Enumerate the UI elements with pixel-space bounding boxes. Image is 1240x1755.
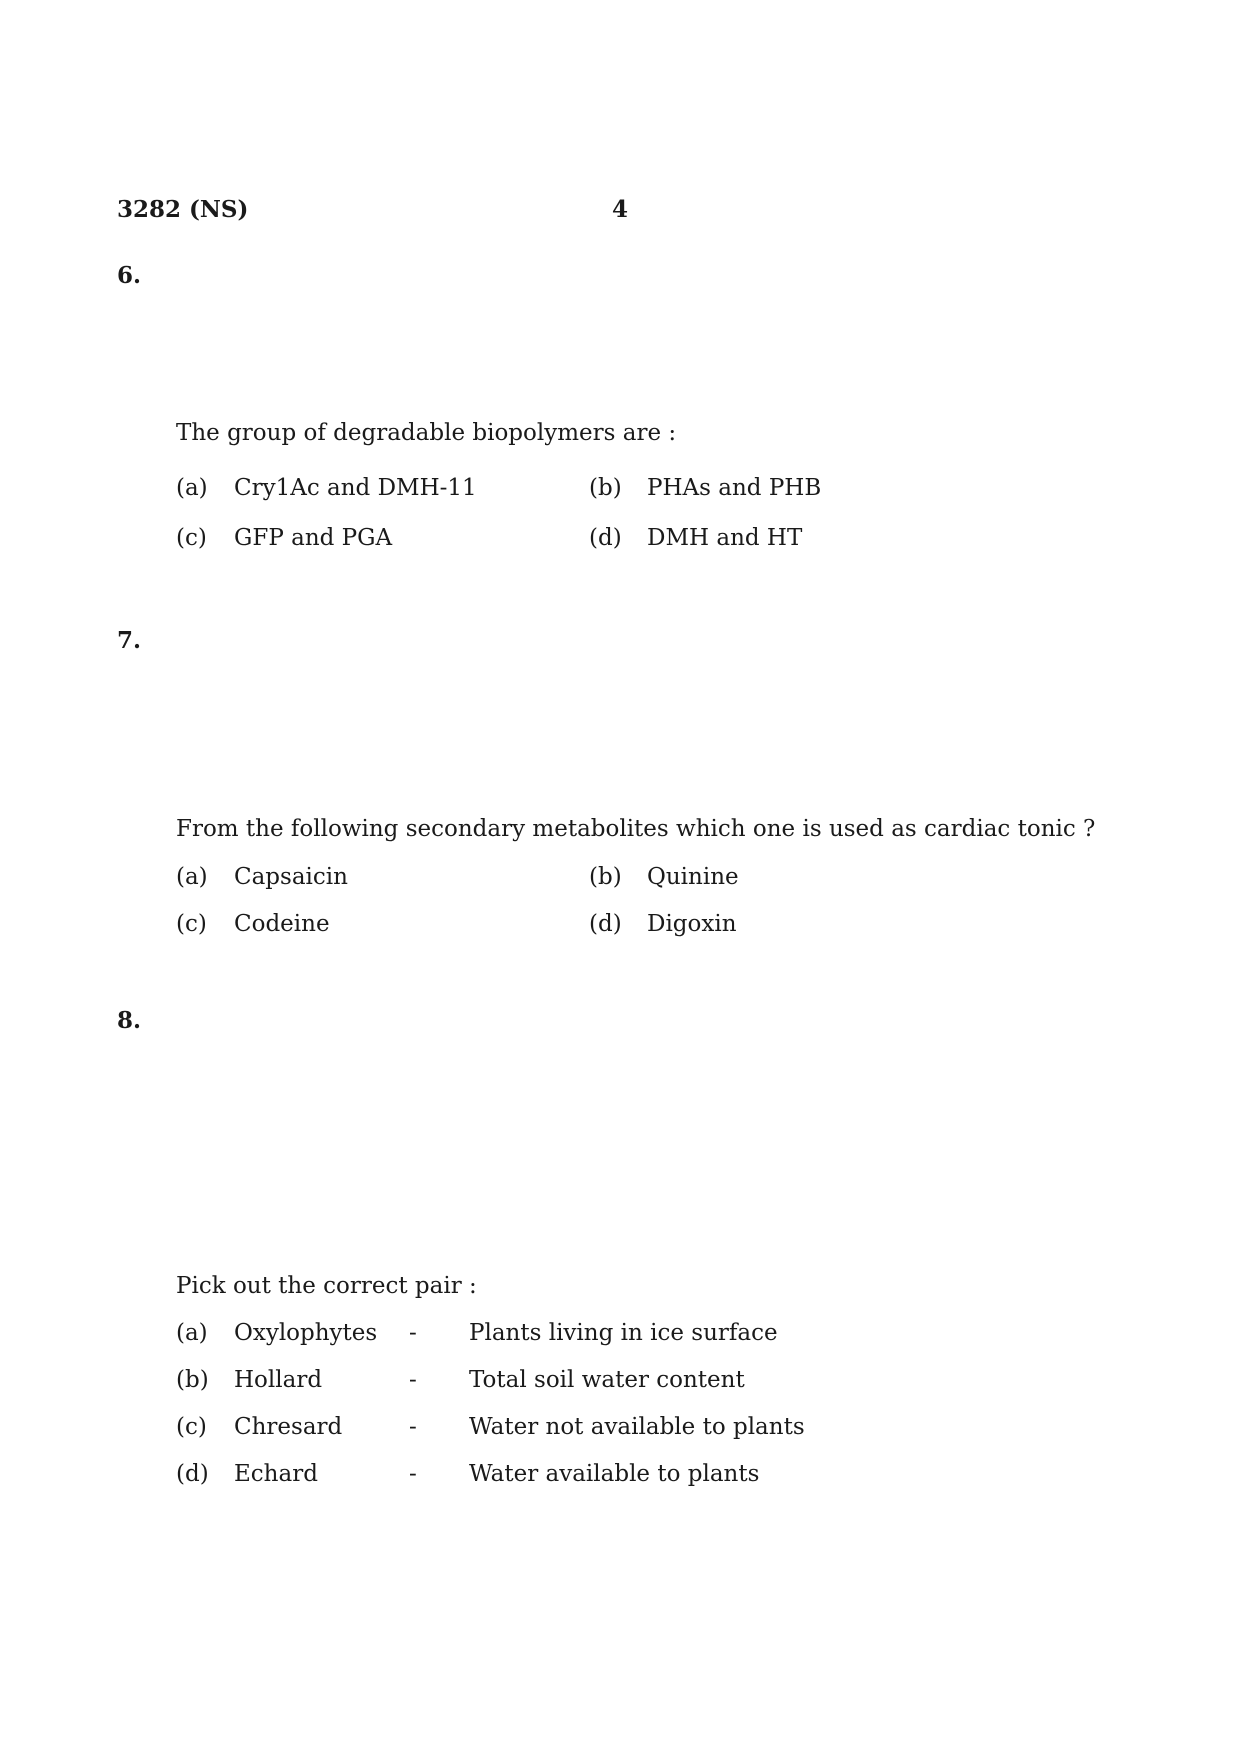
pair-label: (c) bbox=[176, 1414, 207, 1440]
option-label: (c) bbox=[176, 525, 207, 551]
question-number: 7. bbox=[117, 627, 142, 654]
option-label: (b) bbox=[589, 864, 622, 890]
pair-separator: - bbox=[409, 1414, 417, 1440]
option-text: PHAs and PHB bbox=[647, 475, 822, 501]
option-label: (c) bbox=[176, 911, 207, 937]
question-stem-english: The group of degradable biopolymers are : bbox=[176, 420, 677, 446]
option-text: Capsaicin bbox=[234, 864, 348, 890]
pair-separator: - bbox=[409, 1320, 417, 1346]
pair-label: (a) bbox=[176, 1320, 208, 1346]
pair-term: Chresard bbox=[234, 1414, 343, 1440]
pair-term: Echard bbox=[234, 1461, 318, 1487]
pair-separator: - bbox=[409, 1367, 417, 1393]
paper-code: 3282 (NS) bbox=[117, 196, 249, 223]
option-label: (d) bbox=[589, 525, 622, 551]
option-label: (d) bbox=[589, 911, 622, 937]
pair-label: (d) bbox=[176, 1461, 209, 1487]
question-stem-english: Pick out the correct pair : bbox=[176, 1273, 477, 1299]
option-text: GFP and PGA bbox=[234, 525, 393, 551]
question-stem-english: From the following secondary metabolites which one is used as cardiac tonic ? bbox=[176, 816, 1096, 842]
pair-term: Oxylophytes bbox=[234, 1320, 378, 1346]
option-text: Quinine bbox=[647, 864, 739, 890]
pair-separator: - bbox=[409, 1461, 417, 1487]
option-label: (b) bbox=[589, 475, 622, 501]
option-text: Codeine bbox=[234, 911, 330, 937]
pair-meaning: Water not available to plants bbox=[469, 1414, 805, 1440]
question-number: 6. bbox=[117, 262, 142, 289]
option-text: Digoxin bbox=[647, 911, 737, 937]
option-label: (a) bbox=[176, 475, 208, 501]
pair-meaning: Total soil water content bbox=[469, 1367, 745, 1393]
page-number: 4 bbox=[612, 196, 629, 223]
option-label: (a) bbox=[176, 864, 208, 890]
pair-label: (b) bbox=[176, 1367, 209, 1393]
option-text: Cry1Ac and DMH-11 bbox=[234, 475, 477, 501]
option-text: DMH and HT bbox=[647, 525, 803, 551]
pair-meaning: Water available to plants bbox=[469, 1461, 760, 1487]
pair-term: Hollard bbox=[234, 1367, 323, 1393]
question-number: 8. bbox=[117, 1007, 142, 1034]
pair-meaning: Plants living in ice surface bbox=[469, 1320, 778, 1346]
